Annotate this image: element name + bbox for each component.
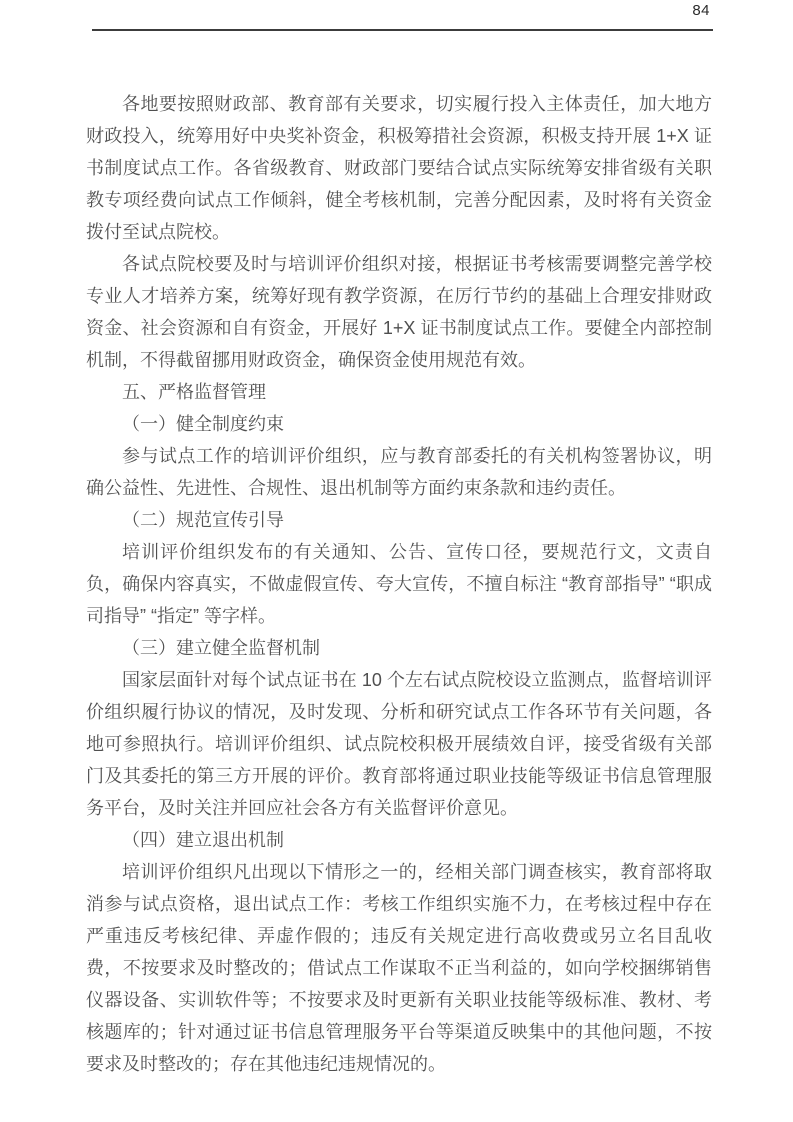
paragraph: 培训评价组织发布的有关通知、公告、宣传口径，要规范行文，文责自负，确保内容真实，不做虚假宣传、夸大宣传，不擅自标注 “教育部指导” “职成司指导” “指定” 等字样。 bbox=[86, 542, 712, 626]
section-heading: （三）建立健全监督机制 bbox=[122, 638, 320, 658]
paragraph: 培训评价组织凡出现以下情形之一的，经相关部门调查核实，教育部将取消参与试点资格，退出试点工作：考核工作组织实施不力，在考核过程中存在严重违反考核纪律、弄虚作假的；违反有关规定进行高收费或另立名目乱收费，不按要求及时整改的；借试点工作谋取不正当利益的，如向学校捆绑销售仪器设备、实训软件等；不按要求及时更新有关职业技能等级标准、教材、考核题库的；针对通过证书信息管理服务平台等渠道反映集中的其他问题，不按要求及时整改的；存在其他违纪违规情况的。 bbox=[86, 862, 712, 1074]
page-number: 84 bbox=[692, 2, 710, 19]
section-heading: （一）健全制度约束 bbox=[122, 414, 284, 434]
paragraph: 各地要按照财政部、教育部有关要求，切实履行投入主体责任，加大地方财政投入，统筹用好中央奖补资金，积极筹措社会资源，积极支持开展 1+X 证书制度试点工作。各省级教育、财政部门要结合试点实际统筹安排省级有关职教专项经费向试点工作倾斜，健全考核机制，完善分配因素，及时将有关资金拨付至试点院校。 bbox=[86, 94, 712, 242]
section-heading: （二）规范宣传引导 bbox=[122, 510, 284, 530]
header-rule bbox=[92, 29, 713, 31]
document-body bbox=[86, 88, 712, 1080]
paragraph: 参与试点工作的培训评价组织，应与教育部委托的有关机构签署协议，明确公益性、先进性、合规性、退出机制等方面约束条款和违约责任。 bbox=[86, 446, 712, 498]
section-heading: （四）建立退出机制 bbox=[122, 830, 284, 850]
paragraph: 国家层面针对每个试点证书在 10 个左右试点院校设立监测点，监督培训评价组织履行协议的情况，及时发现、分析和研究试点工作各环节有关问题，各地可参照执行。培训评价组织、试点院校积极开展绩效自评，接受省级有关部门及其委托的第三方开展的评价。教育部将通过职业技能等级证书信息管理服务平台，及时关注并回应社会各方有关监督评价意见。 bbox=[86, 670, 712, 818]
section-heading: 五、严格监督管理 bbox=[122, 382, 266, 402]
paragraph: 各试点院校要及时与培训评价组织对接，根据证书考核需要调整完善学校专业人才培养方案，统筹好现有教学资源，在厉行节约的基础上合理安排财政资金、社会资源和自有资金，开展好 1+X 证书制度试点工作。要健全内部控制机制，不得截留挪用财政资金，确保资金使用规范有效。 bbox=[86, 254, 712, 370]
